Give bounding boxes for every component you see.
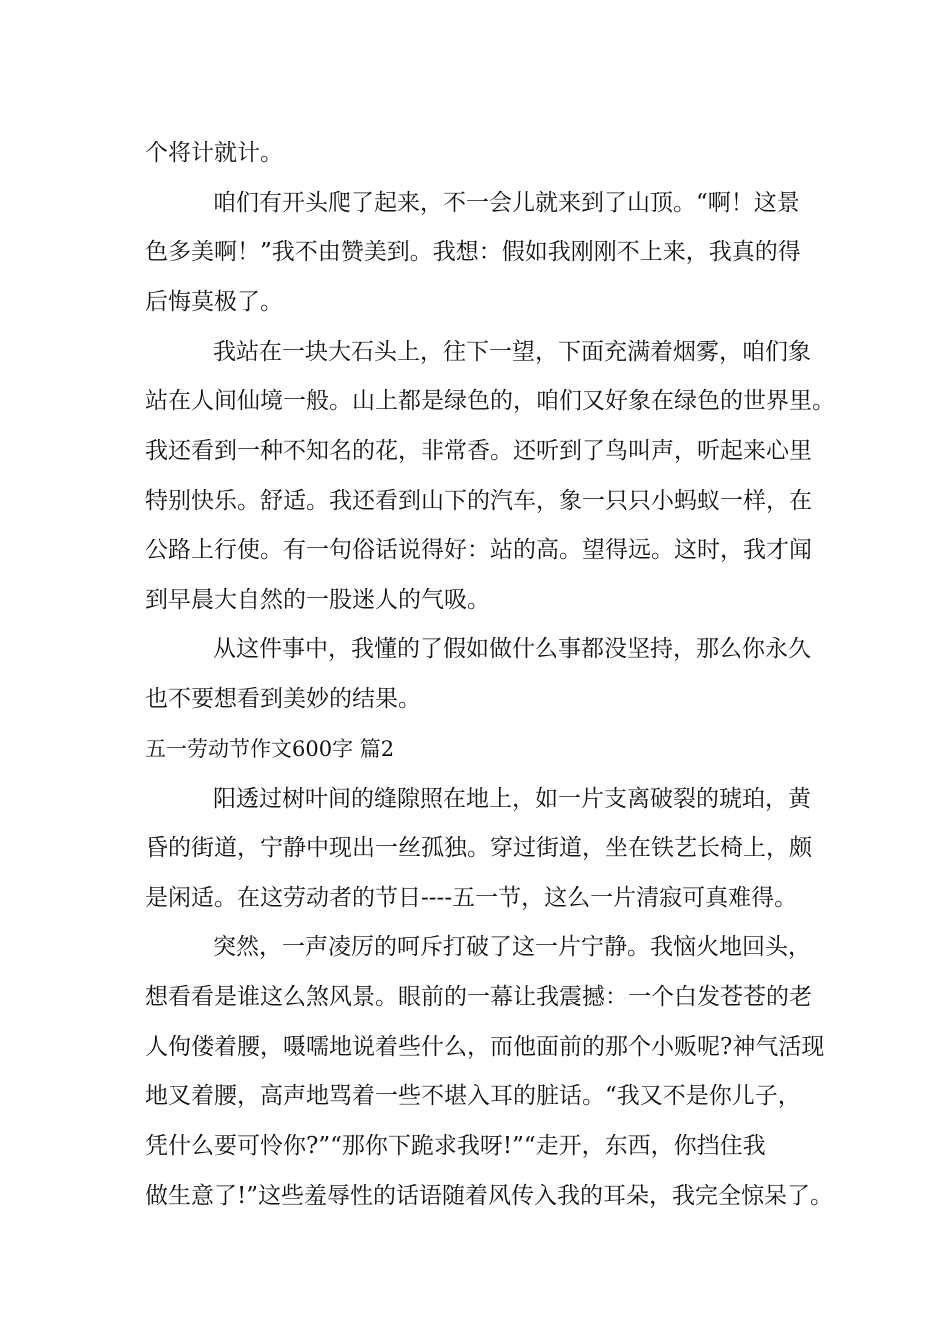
- paragraph-line: 做生意了!”这些羞辱性的话语随着风传入我的耳朵，我完全惊呆了。: [145, 1183, 834, 1209]
- paragraph-line: 站在人间仙境一般。山上都是绿色的，咱们又好象在绿色的世界里。: [145, 388, 835, 414]
- paragraph-line: 色多美啊！”我不由赞美到。我想：假如我刚刚不上来，我真的得: [145, 239, 801, 265]
- section-heading: 五一劳动节作文600字 篇2: [145, 737, 395, 761]
- paragraph-line: 凭什么要可怜你?”“那你下跪求我呀!”“走开，东西，你挡住我: [145, 1133, 766, 1159]
- paragraph-line: 我还看到一种不知名的花，非常香。还听到了鸟叫声，听起来心里: [145, 438, 812, 464]
- paragraph-line: 是闲适。在这劳动者的节日----五一节，这么一片清寂可真难得。: [145, 885, 798, 911]
- paragraph-line: 个将计就计。: [145, 140, 283, 166]
- paragraph-line: 我站在一块大石头上，往下一望，下面充满着烟雾，咱们象: [213, 339, 811, 365]
- paragraph-line: 公路上行使。有一句俗话说得好：站的高。望得远。这时，我才闻: [145, 537, 812, 563]
- paragraph-line: 咱们有开头爬了起来，不一会儿就来到了山顶。“啊！这景: [213, 190, 800, 216]
- paragraph-line: 阳透过树叶间的缝隙照在地上，如一片支离破裂的琥珀，黄: [213, 786, 811, 812]
- paragraph-line: 从这件事中，我懂的了假如做什么事都没坚持，那么你永久: [213, 636, 811, 662]
- paragraph-line: 地叉着腰，高声地骂着一些不堪入耳的脏话。“我又不是你儿子，: [145, 1083, 801, 1109]
- paragraph-line: 昏的街道，宁静中现出一丝孤独。穿过街道，坐在铁艺长椅上，颇: [145, 835, 812, 861]
- paragraph-line: 到早晨大自然的一股迷人的气吸。: [145, 587, 490, 613]
- paragraph-line: 也不要想看到美妙的结果。: [145, 686, 421, 712]
- paragraph-line: 突然，一声凌厉的呵斥打破了这一片宁静。我恼火地回头，: [213, 934, 811, 960]
- paragraph-line: 人佝偻着腰，嗫嚅地说着些什么，而他面前的那个小贩呢?神气活现: [145, 1034, 825, 1060]
- paragraph-line: 后悔莫极了。: [145, 289, 283, 315]
- paragraph-line: 特别快乐。舒适。我还看到山下的汽车，象一只只小蚂蚁一样，在: [145, 488, 812, 514]
- paragraph-line: 想看看是谁这么煞风景。眼前的一幕让我震撼：一个白发苍苍的老: [145, 984, 812, 1010]
